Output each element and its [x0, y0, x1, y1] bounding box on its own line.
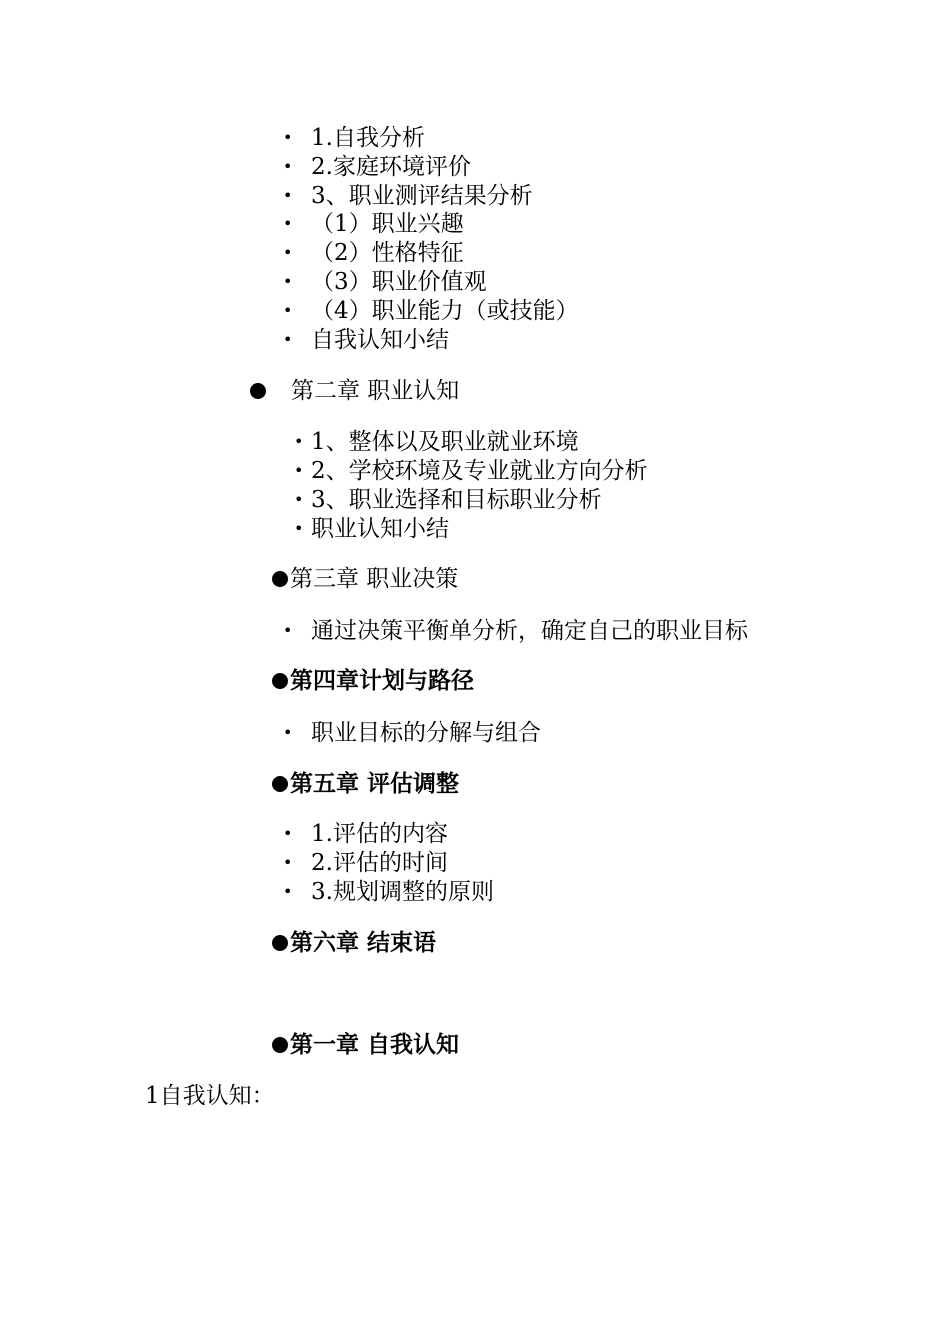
bullet-icon: • — [294, 519, 304, 538]
chapter-title: 第二章 职业认知 — [291, 378, 460, 404]
section-heading: 1自我认知： — [145, 1083, 275, 1109]
bullet-icon: • — [294, 490, 304, 509]
bullet-icon: • — [283, 128, 293, 147]
list-item: （3）职业价值观 — [311, 269, 487, 295]
bullet-icon: • — [294, 461, 304, 480]
bullet-icon: • — [283, 853, 293, 872]
chapter-bullet-icon — [250, 383, 266, 399]
bullet-icon: • — [283, 330, 293, 349]
list-item: 职业目标的分解与组合 — [311, 720, 541, 746]
chapter-title: 第一章 自我认知 — [290, 1031, 460, 1058]
chapter-bullet-icon — [272, 776, 288, 792]
bullet-icon: • — [283, 243, 293, 262]
list-item: 3、职业测评结果分析 — [311, 183, 533, 209]
bullet-icon: • — [283, 621, 293, 640]
chapter-title: 第三章 职业决策 — [290, 566, 459, 592]
bullet-icon: • — [283, 882, 293, 901]
list-item: 2、学校环境及专业就业方向分析 — [311, 458, 648, 484]
list-item: （2）性格特征 — [311, 240, 464, 266]
bullet-icon: • — [283, 186, 293, 205]
bullet-icon: • — [283, 301, 293, 320]
list-item: 自我认知小结 — [311, 327, 449, 353]
bullet-icon: • — [283, 723, 293, 742]
list-item: （1）职业兴趣 — [311, 211, 464, 237]
chapter-title: 第五章 评估调整 — [290, 770, 460, 797]
chapter-bullet-icon — [272, 935, 288, 951]
chapter-bullet-icon — [272, 1037, 288, 1053]
chapter-title: 第六章 结束语 — [290, 929, 437, 956]
list-item: 3、职业选择和目标职业分析 — [311, 487, 602, 513]
chapter-bullet-icon — [272, 673, 288, 689]
list-item: 职业认知小结 — [311, 516, 449, 542]
list-item: 3.规划调整的原则 — [311, 879, 494, 905]
list-item: 通过决策平衡单分析，确定自己的职业目标 — [311, 618, 748, 644]
list-item: 1.自我分析 — [311, 125, 425, 151]
bullet-icon: • — [283, 824, 293, 843]
list-item: 2.评估的时间 — [311, 850, 448, 876]
list-item: 1.评估的内容 — [311, 821, 448, 847]
list-item: 1、整体以及职业就业环境 — [311, 429, 579, 455]
bullet-icon: • — [283, 214, 293, 233]
bullet-icon: • — [294, 432, 304, 451]
chapter-bullet-icon — [272, 571, 288, 587]
list-item: 2.家庭环境评价 — [311, 154, 471, 180]
bullet-icon: • — [283, 272, 293, 291]
bullet-icon: • — [283, 157, 293, 176]
chapter-title: 第四章计划与路径 — [290, 667, 474, 694]
list-item: （4）职业能力（或技能） — [311, 298, 579, 324]
